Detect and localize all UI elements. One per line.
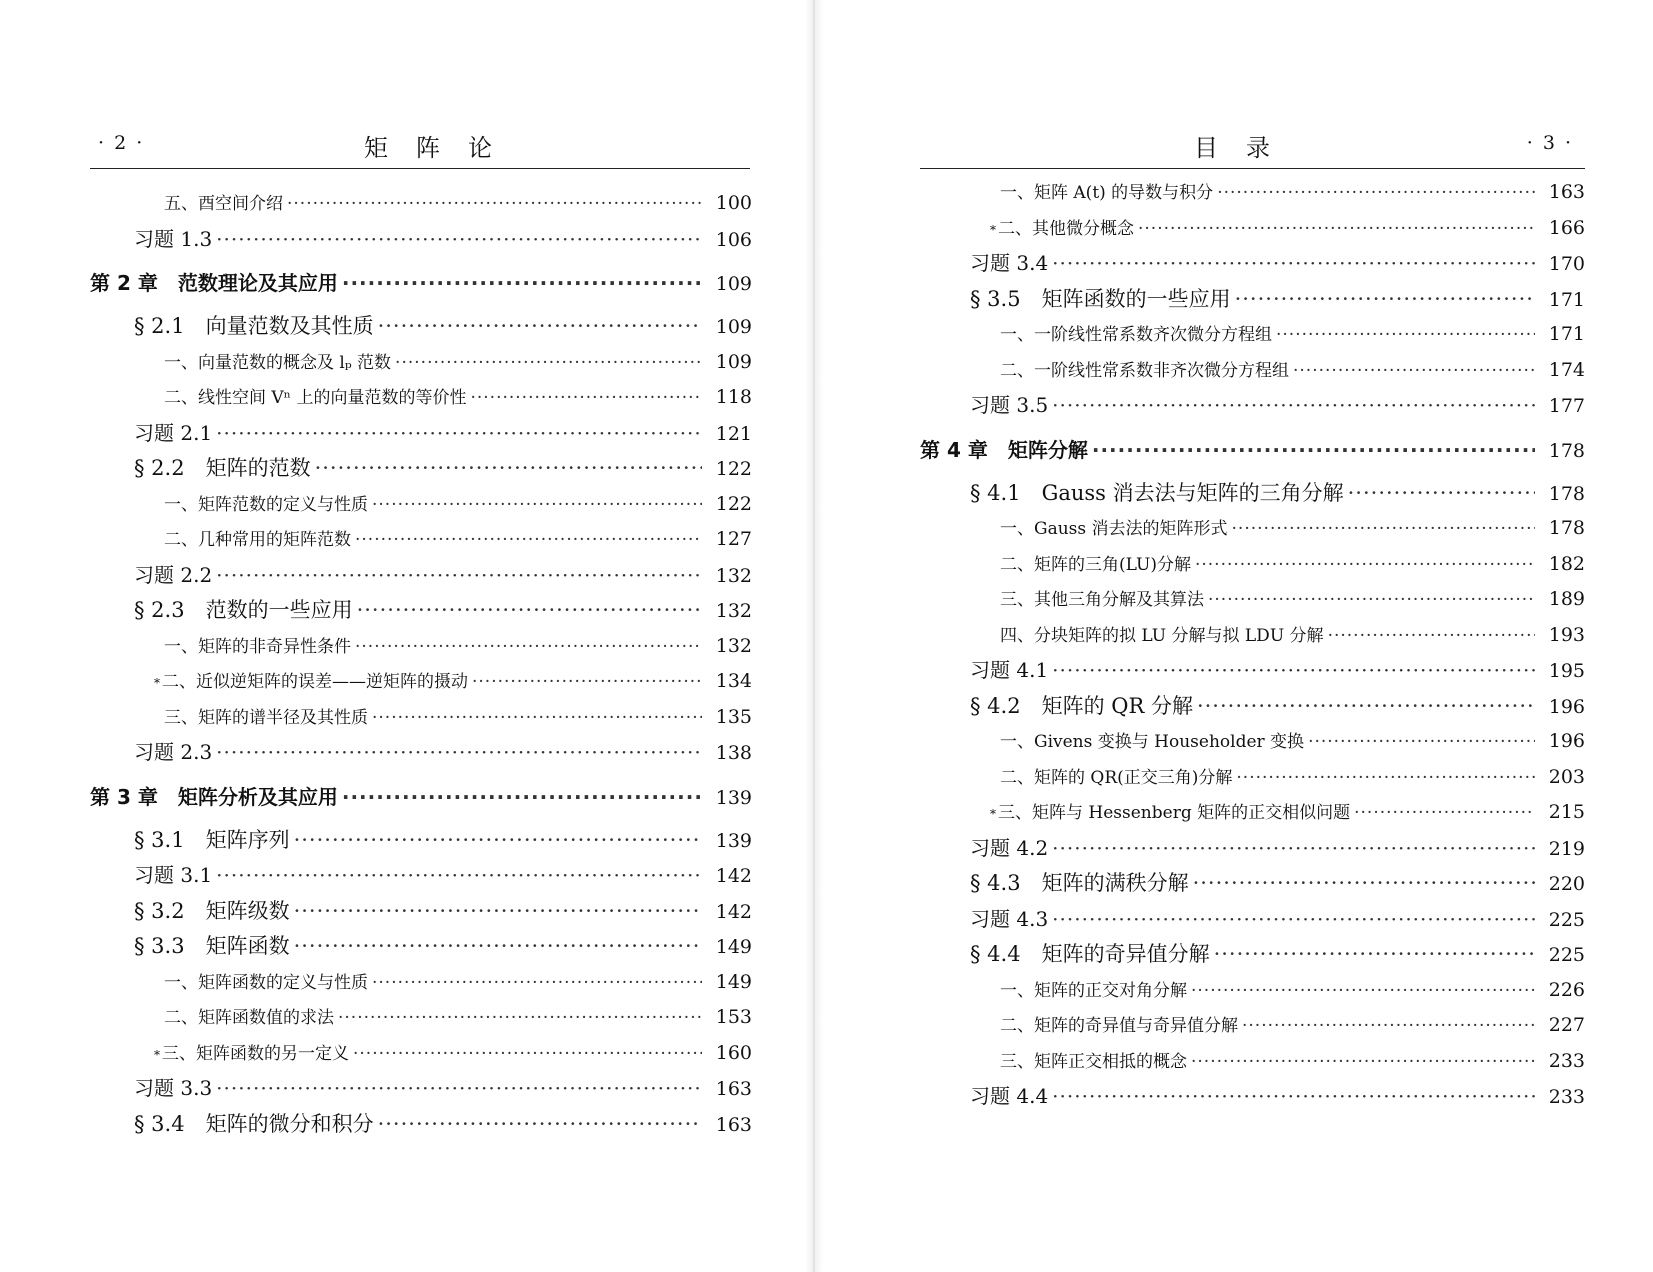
- toc-entry-page: 193: [1548, 623, 1585, 646]
- toc-entry-title: 二、矩阵的奇异值与奇异值分解: [1000, 1016, 1238, 1036]
- right-page-header: [920, 128, 1585, 169]
- toc-entry-ex: [920, 902, 1585, 938]
- toc-entry-title: § 3.2 矩阵级数: [134, 898, 290, 923]
- running-head: 目录: [1194, 134, 1298, 162]
- toc-entry-section: [920, 476, 1585, 512]
- toc-entry-section: [90, 894, 752, 930]
- dot-leader: [315, 451, 702, 487]
- toc-entry-page: 171: [1548, 323, 1585, 345]
- toc-entry-title: 一、向量范数的概念及 lₚ 范数: [164, 352, 392, 373]
- toc-entry-title: 一、矩阵的正交对角分解: [1000, 980, 1187, 1001]
- toc-entry-title: 二、近似逆矩阵的误差——逆矩阵的摄动: [162, 672, 468, 692]
- dot-leader: [372, 488, 702, 524]
- toc-entry-page: 182: [1548, 552, 1585, 575]
- toc-entry-section: [90, 1107, 752, 1143]
- toc-entry-section: [920, 689, 1585, 725]
- toc-entry-title: 二、线性空间 Vⁿ 上的向量范数的等价性: [164, 388, 467, 408]
- toc-entry-section: [920, 866, 1585, 902]
- toc-entry-title: 习题 3.3: [134, 1076, 213, 1100]
- toc-entry-sub: [90, 1036, 752, 1072]
- toc-entry-page: 106: [715, 228, 752, 251]
- dot-leader: [1052, 653, 1535, 689]
- toc-entry-page: 109: [715, 316, 752, 338]
- toc-entry-title: 习题 4.4: [970, 1084, 1049, 1108]
- toc-entry-page: 171: [1548, 288, 1585, 311]
- toc-entry-title: § 2.2 矩阵的范数: [134, 456, 311, 480]
- right-page: [826, 0, 1653, 1272]
- toc-entry-sub: [90, 522, 752, 558]
- toc-entry-page: 109: [715, 350, 752, 373]
- toc-entry-title: 一、Givens 变换与 Householder 变换: [1000, 732, 1305, 752]
- dot-leader: [1052, 831, 1535, 867]
- dot-leader: [1348, 476, 1535, 512]
- dot-leader: [1354, 796, 1535, 832]
- toc-entry-title: 习题 3.1: [134, 863, 213, 887]
- toc-entry-page: 189: [1548, 588, 1585, 610]
- toc-entry-page: 142: [715, 900, 752, 923]
- toc-entry-title: § 3.5 矩阵函数的一些应用: [970, 286, 1231, 311]
- dot-leader: [1235, 282, 1535, 318]
- dot-leader: [342, 771, 702, 823]
- dot-leader: [216, 558, 702, 594]
- dot-leader: [1214, 937, 1535, 973]
- dot-leader: [1197, 689, 1535, 725]
- toc-entry-chapter: [90, 257, 752, 309]
- toc-entry-section: [90, 823, 752, 859]
- dot-leader: [1242, 1009, 1535, 1045]
- toc-entry-page: 177: [1548, 395, 1585, 417]
- toc-entry-title: § 3.1 矩阵序列: [134, 827, 290, 852]
- dot-leader: [216, 416, 702, 452]
- toc-entry-section: [90, 929, 752, 965]
- toc-entry-title: 习题 1.3: [134, 226, 213, 251]
- toc-entry-page: 160: [715, 1041, 752, 1064]
- dot-leader: [353, 1037, 702, 1073]
- toc-entry-title: 一、一阶线性常系数齐次微分方程组: [1000, 325, 1272, 345]
- toc-entry-page: 225: [1548, 908, 1585, 931]
- toc-entry-title: 二、几种常用的矩阵范数: [164, 530, 351, 550]
- toc-entry-ex: [920, 831, 1585, 867]
- dot-leader: [357, 593, 702, 629]
- toc-entry-page: 122: [715, 458, 752, 480]
- dot-leader: [1052, 1079, 1535, 1115]
- toc-entry-title: 三、矩阵与 Hessenberg 矩阵的正交相似问题: [998, 803, 1351, 823]
- dot-leader: [1208, 583, 1535, 619]
- toc-entry-sub: [90, 345, 752, 381]
- toc-entry-section: [90, 451, 752, 487]
- dot-leader: [1191, 974, 1535, 1010]
- toc-entry-sub: [90, 1000, 752, 1036]
- toc-entry-title: 第 3 章 矩阵分析及其应用: [90, 784, 338, 809]
- dot-leader: [378, 309, 702, 345]
- toc-entry-page: 139: [715, 786, 752, 809]
- dot-leader: [294, 894, 702, 930]
- toc-entry-title: § 2.3 范数的一些应用: [134, 598, 353, 622]
- toc-entry-chapter: [90, 771, 752, 823]
- page-number: · 3 ·: [1526, 132, 1573, 154]
- book-spine: [805, 0, 823, 1272]
- toc-entry-page: 227: [1548, 1014, 1585, 1036]
- toc-entry-section: [920, 282, 1585, 318]
- dot-leader: [355, 523, 702, 559]
- dot-leader: [355, 630, 702, 666]
- toc-entry-page: 100: [715, 192, 752, 214]
- toc-entry-page: 163: [715, 1078, 752, 1100]
- toc-entry-page: 153: [715, 1006, 752, 1028]
- toc-entry-title: 习题 2.3: [134, 740, 213, 764]
- toc-entry-page: 139: [715, 829, 752, 852]
- toc-entry-title: 习题 4.1: [970, 658, 1049, 682]
- toc-entry-title: 习题 3.4: [970, 251, 1049, 275]
- toc-entry-ex: [90, 222, 752, 258]
- dot-leader: [378, 1107, 702, 1143]
- toc-entry-title: 二、矩阵的三角(LU)分解: [1000, 554, 1191, 575]
- dot-leader: [1217, 176, 1535, 212]
- dot-leader: [395, 346, 702, 382]
- dot-leader: [1052, 902, 1535, 938]
- toc-entry-title: 二、矩阵的 QR(正交三角)分解: [1000, 767, 1233, 788]
- dot-leader: [216, 1071, 702, 1107]
- toc-entry-sub: [920, 211, 1585, 247]
- toc-entry-title: 三、矩阵函数的另一定义: [162, 1043, 349, 1064]
- toc-entry-title: 四、分块矩阵的拟 LU 分解与拟 LDU 分解: [1000, 625, 1324, 646]
- toc-entry-title: 一、矩阵函数的定义与性质: [164, 972, 368, 993]
- dot-leader: [294, 823, 702, 859]
- toc-entry-title: 习题 2.1: [134, 420, 213, 445]
- toc-entry-title: 三、矩阵正交相抵的概念: [1000, 1051, 1187, 1072]
- toc-entry-title: 五、酉空间介绍: [164, 194, 283, 214]
- dot-leader: [372, 966, 702, 1002]
- toc-entry-sub: [920, 511, 1585, 547]
- toc-entry-page: 109: [715, 273, 752, 295]
- optional-star-mark: *: [990, 807, 996, 821]
- dot-leader: [1138, 212, 1535, 248]
- page-number: · 2 ·: [98, 132, 145, 154]
- left-page-header: [90, 128, 750, 169]
- toc-entry-page: 178: [1548, 517, 1585, 539]
- left-page: [0, 0, 826, 1272]
- toc-entry-sub: [90, 965, 752, 1001]
- toc-entry-page: 233: [1548, 1086, 1585, 1108]
- toc-entry-section: [90, 309, 752, 345]
- toc-entry-sub: [920, 760, 1585, 796]
- toc-entry-page: 178: [1548, 439, 1585, 462]
- toc-entry-title: 一、矩阵范数的定义与性质: [164, 494, 368, 515]
- dot-leader: [1052, 246, 1535, 282]
- dot-leader: [1276, 318, 1535, 354]
- toc-entry-page: 196: [1548, 730, 1585, 752]
- toc-entry-page: 132: [715, 634, 752, 657]
- toc-entry-sub: [90, 487, 752, 523]
- dot-leader: [1092, 424, 1535, 476]
- toc-entry-page: 225: [1548, 944, 1585, 966]
- toc-entry-title: § 4.4 矩阵的奇异值分解: [970, 942, 1210, 966]
- toc-list-left: [90, 186, 752, 1142]
- toc-entry-page: 220: [1548, 873, 1585, 895]
- toc-entry-title: 习题 2.2: [134, 562, 213, 587]
- toc-entry-title: § 4.2 矩阵的 QR 分解: [970, 693, 1193, 718]
- dot-leader: [1195, 548, 1535, 584]
- toc-entry-page: 219: [1548, 837, 1585, 860]
- toc-entry-page: 174: [1548, 358, 1585, 381]
- toc-entry-ex: [90, 558, 752, 594]
- toc-entry-page: 226: [1548, 978, 1585, 1001]
- toc-entry-sub: [920, 1044, 1585, 1080]
- toc-entry-page: 132: [715, 600, 752, 622]
- toc-entry-title: 三、其他三角分解及其算法: [1000, 590, 1204, 610]
- dot-leader: [216, 858, 702, 894]
- toc-entry-title: § 3.3 矩阵函数: [134, 934, 290, 958]
- toc-entry-section: [920, 937, 1585, 973]
- toc-entry-page: 163: [715, 1113, 752, 1136]
- optional-star-mark: *: [154, 1047, 160, 1062]
- toc-entry-page: 134: [715, 670, 752, 692]
- toc-entry-sub: [920, 1008, 1585, 1044]
- toc-entry-sub: [920, 547, 1585, 583]
- toc-entry-ex: [90, 416, 752, 452]
- toc-entry-page: 196: [1548, 695, 1585, 718]
- dot-leader: [1232, 512, 1535, 548]
- optional-star-mark: *: [990, 222, 996, 237]
- toc-entry-sub: [920, 724, 1585, 760]
- toc-entry-section: [90, 593, 752, 629]
- toc-entry-ex: [90, 1071, 752, 1107]
- toc-entry-title: 一、Gauss 消去法的矩阵形式: [1000, 519, 1228, 539]
- toc-entry-title: 三、矩阵的谱半径及其性质: [164, 707, 368, 728]
- toc-entry-page: 138: [715, 742, 752, 764]
- toc-entry-ex: [90, 858, 752, 894]
- toc-entry-ex: [920, 653, 1585, 689]
- dot-leader: [1328, 619, 1535, 655]
- toc-entry-page: 135: [715, 705, 752, 728]
- dot-leader: [1236, 761, 1535, 797]
- toc-entry-sub: [920, 973, 1585, 1009]
- toc-entry-page: 122: [715, 492, 752, 515]
- toc-entry-title: 二、矩阵函数值的求法: [164, 1008, 334, 1028]
- dot-leader: [1052, 388, 1535, 424]
- toc-entry-page: 149: [715, 970, 752, 993]
- dot-leader: [216, 735, 702, 771]
- toc-entry-title: § 3.4 矩阵的微分和积分: [134, 1111, 374, 1136]
- toc-entry-page: 215: [1548, 801, 1585, 823]
- toc-entry-ex: [90, 735, 752, 771]
- toc-entry-page: 233: [1548, 1049, 1585, 1072]
- toc-entry-sub: [90, 664, 752, 700]
- toc-entry-page: 142: [715, 865, 752, 887]
- toc-entry-sub: [920, 582, 1585, 618]
- toc-entry-sub: [90, 629, 752, 665]
- toc-entry-title: § 4.3 矩阵的满秩分解: [970, 871, 1189, 895]
- dot-leader: [472, 665, 702, 701]
- toc-entry-title: 第 4 章 矩阵分解: [920, 437, 1088, 462]
- toc-entry-sub: [920, 353, 1585, 389]
- toc-entry-page: 170: [1548, 253, 1585, 275]
- toc-entry-title: 习题 3.5: [970, 393, 1049, 417]
- toc-entry-title: 习题 4.2: [970, 835, 1049, 860]
- toc-entry-sub: [90, 700, 752, 736]
- dot-leader: [372, 701, 702, 737]
- toc-entry-title: 一、矩阵的非奇异性条件: [164, 636, 351, 657]
- dot-leader: [1193, 866, 1535, 902]
- toc-entry-sub: [90, 186, 752, 222]
- dot-leader: [470, 381, 702, 417]
- dot-leader: [287, 187, 702, 223]
- dot-leader: [342, 257, 702, 309]
- toc-entry-sub: [920, 317, 1585, 353]
- toc-entry-page: 195: [1548, 660, 1585, 682]
- optional-star-mark: *: [154, 676, 160, 690]
- toc-entry-page: 166: [1548, 216, 1585, 239]
- toc-entry-page: 121: [715, 422, 752, 445]
- toc-entry-sub: [90, 380, 752, 416]
- toc-entry-title: § 2.1 向量范数及其性质: [134, 314, 374, 338]
- toc-entry-title: § 4.1 Gauss 消去法与矩阵的三角分解: [970, 480, 1344, 505]
- toc-entry-sub: [920, 618, 1585, 654]
- toc-entry-title: 习题 4.3: [970, 906, 1049, 931]
- toc-entry-chapter: [920, 424, 1585, 476]
- dot-leader: [1293, 354, 1535, 390]
- toc-entry-title: 二、其他微分概念: [998, 218, 1134, 239]
- toc-entry-page: 132: [715, 564, 752, 587]
- dot-leader: [294, 929, 702, 965]
- dot-leader: [1191, 1045, 1535, 1081]
- toc-entry-page: 178: [1548, 482, 1585, 505]
- toc-entry-title: 第 2 章 范数理论及其应用: [90, 271, 338, 295]
- toc-entry-page: 118: [715, 386, 752, 408]
- dot-leader: [338, 1001, 702, 1037]
- toc-entry-ex: [920, 1079, 1585, 1115]
- dot-leader: [1308, 725, 1535, 761]
- toc-entry-page: 127: [715, 528, 752, 550]
- toc-entry-title: 一、矩阵 A(t) 的导数与积分: [1000, 183, 1214, 203]
- toc-entry-page: 163: [1548, 181, 1585, 203]
- toc-entry-page: 149: [715, 936, 752, 958]
- toc-entry-title: 二、一阶线性常系数非齐次微分方程组: [1000, 360, 1289, 381]
- toc-entry-ex: [920, 388, 1585, 424]
- toc-entry-page: 203: [1548, 765, 1585, 788]
- toc-entry-sub: [920, 795, 1585, 831]
- dot-leader: [216, 222, 702, 258]
- toc-list-right: [920, 175, 1585, 1115]
- toc-entry-sub: [920, 175, 1585, 211]
- running-head: 矩阵论: [364, 134, 520, 162]
- toc-entry-ex: [920, 246, 1585, 282]
